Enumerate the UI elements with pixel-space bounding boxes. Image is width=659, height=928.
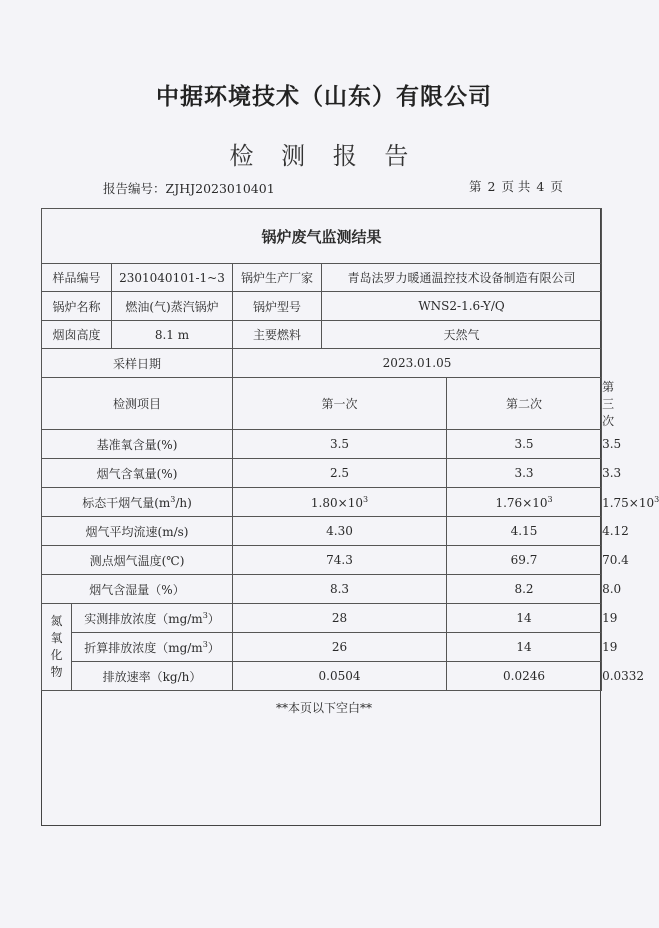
boiler-name-label: 锅炉名称 (42, 292, 112, 321)
row-value-2: 3.5 (447, 430, 602, 459)
document-title: 检 测 报 告 (229, 142, 419, 170)
row-value-2: 14 (447, 604, 602, 633)
page-total: 4 (536, 179, 545, 194)
sampling-date: 2023.01.05 (233, 349, 602, 378)
results-table: 锅炉废气监测结果 样品编号 2301040101-1~3 锅炉生产厂家 青岛法罗力暖通温控技术设备制造有限公司 锅炉名称 燃油(气)蒸汽锅炉 锅炉型号 WNS2-1.6-Y/Q 烟囱高度 8.1 m 主要燃料 天然气 采样日期 2023.01.05 检测项目 第一次 第二次 第三次 基准氧含量(%) 3.5 3.5 3.5 烟气含氧量(%) 2.5 3.3 3.3 标态干烟气量$(m^3/h)$ $1.80\times 10^3$ $1.76\times 10^3$ $1.75\times 10^3$ 烟气平均流速(m/s) 4.30 4.15 4.12 测点烟气温度(℃) 74.3 69.7 70.4 烟气含湿量（%） 8.3 8.2 8.0 氮 氧 化 物 实测排放浓度$(mg/m^3)$ 28 14 19 折算排放浓度$(mg/m^3)$ 26 14 19 排放速率（kg/h） 0.0504 0.0246 0.0332 (41, 208, 602, 691)
table-row: 烟气含氧量(%) 2.5 3.3 3.3 (42, 459, 602, 488)
row-value-1: 26 (233, 633, 447, 662)
row-value-2: 69.7 (447, 546, 602, 575)
row-value-1: 3.5 (233, 430, 447, 459)
item-header: 检测项目 (42, 378, 233, 430)
report-number (103, 179, 275, 197)
fuel: 天然气 (322, 321, 602, 349)
row-value-1: 0.0504 (233, 662, 447, 691)
row-label: 测点烟气温度(℃) (42, 546, 233, 575)
sample-no: 2301040101-1~3 (112, 264, 233, 292)
row-value-1: 8.3 (233, 575, 447, 604)
chimney-height: 8.1 m (112, 321, 233, 349)
report-number-value: ZJHJ2023010401 (165, 181, 275, 196)
blank-notice: **本页以下空白** (275, 701, 372, 715)
row-label: 实测排放浓度$(mg/m^3)$ (72, 604, 233, 633)
company-name: 中据环境技术（山东）有限公司 (156, 83, 492, 110)
row-value-2: 4.15 (447, 517, 602, 546)
table-row: 烟气含湿量（%） 8.3 8.2 8.0 (42, 575, 602, 604)
row-label: 烟气含湿量（%） (42, 575, 233, 604)
table-row: 测点烟气温度(℃) 74.3 69.7 70.4 (42, 546, 602, 575)
table-row: 基准氧含量(%) 3.5 3.5 3.5 (42, 430, 602, 459)
row-value-1: 28 (233, 604, 447, 633)
row-label: 排放速率（kg/h） (72, 662, 233, 691)
row-value-2: 3.3 (447, 459, 602, 488)
table-row: 标态干烟气量$(m^3/h)$ $1.80\times 10^3$ $1.76\times 10^3$ $1.75\times 10^3$ (42, 488, 602, 517)
page-current: 2 (487, 179, 496, 194)
row-value-2: 0.0246 (447, 662, 602, 691)
row-value-1: 74.3 (233, 546, 447, 575)
col-header-1: 第一次 (233, 378, 447, 430)
row-value-2: $1.76\times 10^3$ (447, 488, 602, 517)
row-label: 基准氧含量(%) (42, 430, 233, 459)
report-number-label: 报告编号： (103, 181, 166, 196)
table-row: 折算排放浓度$(mg/m^3)$ 26 14 19 (42, 633, 602, 662)
page-label-b: 页 共 (501, 179, 531, 194)
row-value-2: 14 (447, 633, 602, 662)
table-row: 烟气平均流速(m/s) 4.30 4.15 4.12 (42, 517, 602, 546)
table-row: 排放速率（kg/h） 0.0504 0.0246 0.0332 (42, 662, 602, 691)
row-value-1: 4.30 (233, 517, 447, 546)
col-header-2: 第二次 (447, 378, 602, 430)
page-info (469, 177, 565, 195)
chimney-label: 烟囱高度 (42, 321, 112, 349)
boiler-name: 燃油(气)蒸汽锅炉 (112, 292, 233, 321)
sample-no-label: 样品编号 (42, 264, 112, 292)
row-value-2: 8.2 (447, 575, 602, 604)
date-label: 采样日期 (42, 349, 233, 378)
fuel-label: 主要燃料 (233, 321, 322, 349)
row-label: 标态干烟气量$(m^3/h)$ (42, 488, 233, 517)
boiler-model: WNS2-1.6-Y/Q (322, 292, 602, 321)
manufacturer-label: 锅炉生产厂家 (233, 264, 322, 292)
table-title: 锅炉废气监测结果 (42, 209, 602, 264)
page-label-c: 页 (550, 179, 563, 194)
row-label: 烟气平均流速(m/s) (42, 517, 233, 546)
row-label: 折算排放浓度$(mg/m^3)$ (72, 633, 233, 662)
row-value-1: $1.80\times 10^3$ (233, 488, 447, 517)
table-row: 氮 氧 化 物 实测排放浓度$(mg/m^3)$ 28 14 19 (42, 604, 602, 633)
row-value-1: 2.5 (233, 459, 447, 488)
row-label: 烟气含氧量(%) (42, 459, 233, 488)
page-label-a: 第 (469, 179, 482, 194)
nox-group-label: 氮 氧 化 物 (42, 604, 72, 691)
manufacturer: 青岛法罗力暖通温控技术设备制造有限公司 (322, 264, 602, 292)
boiler-model-label: 锅炉型号 (233, 292, 322, 321)
